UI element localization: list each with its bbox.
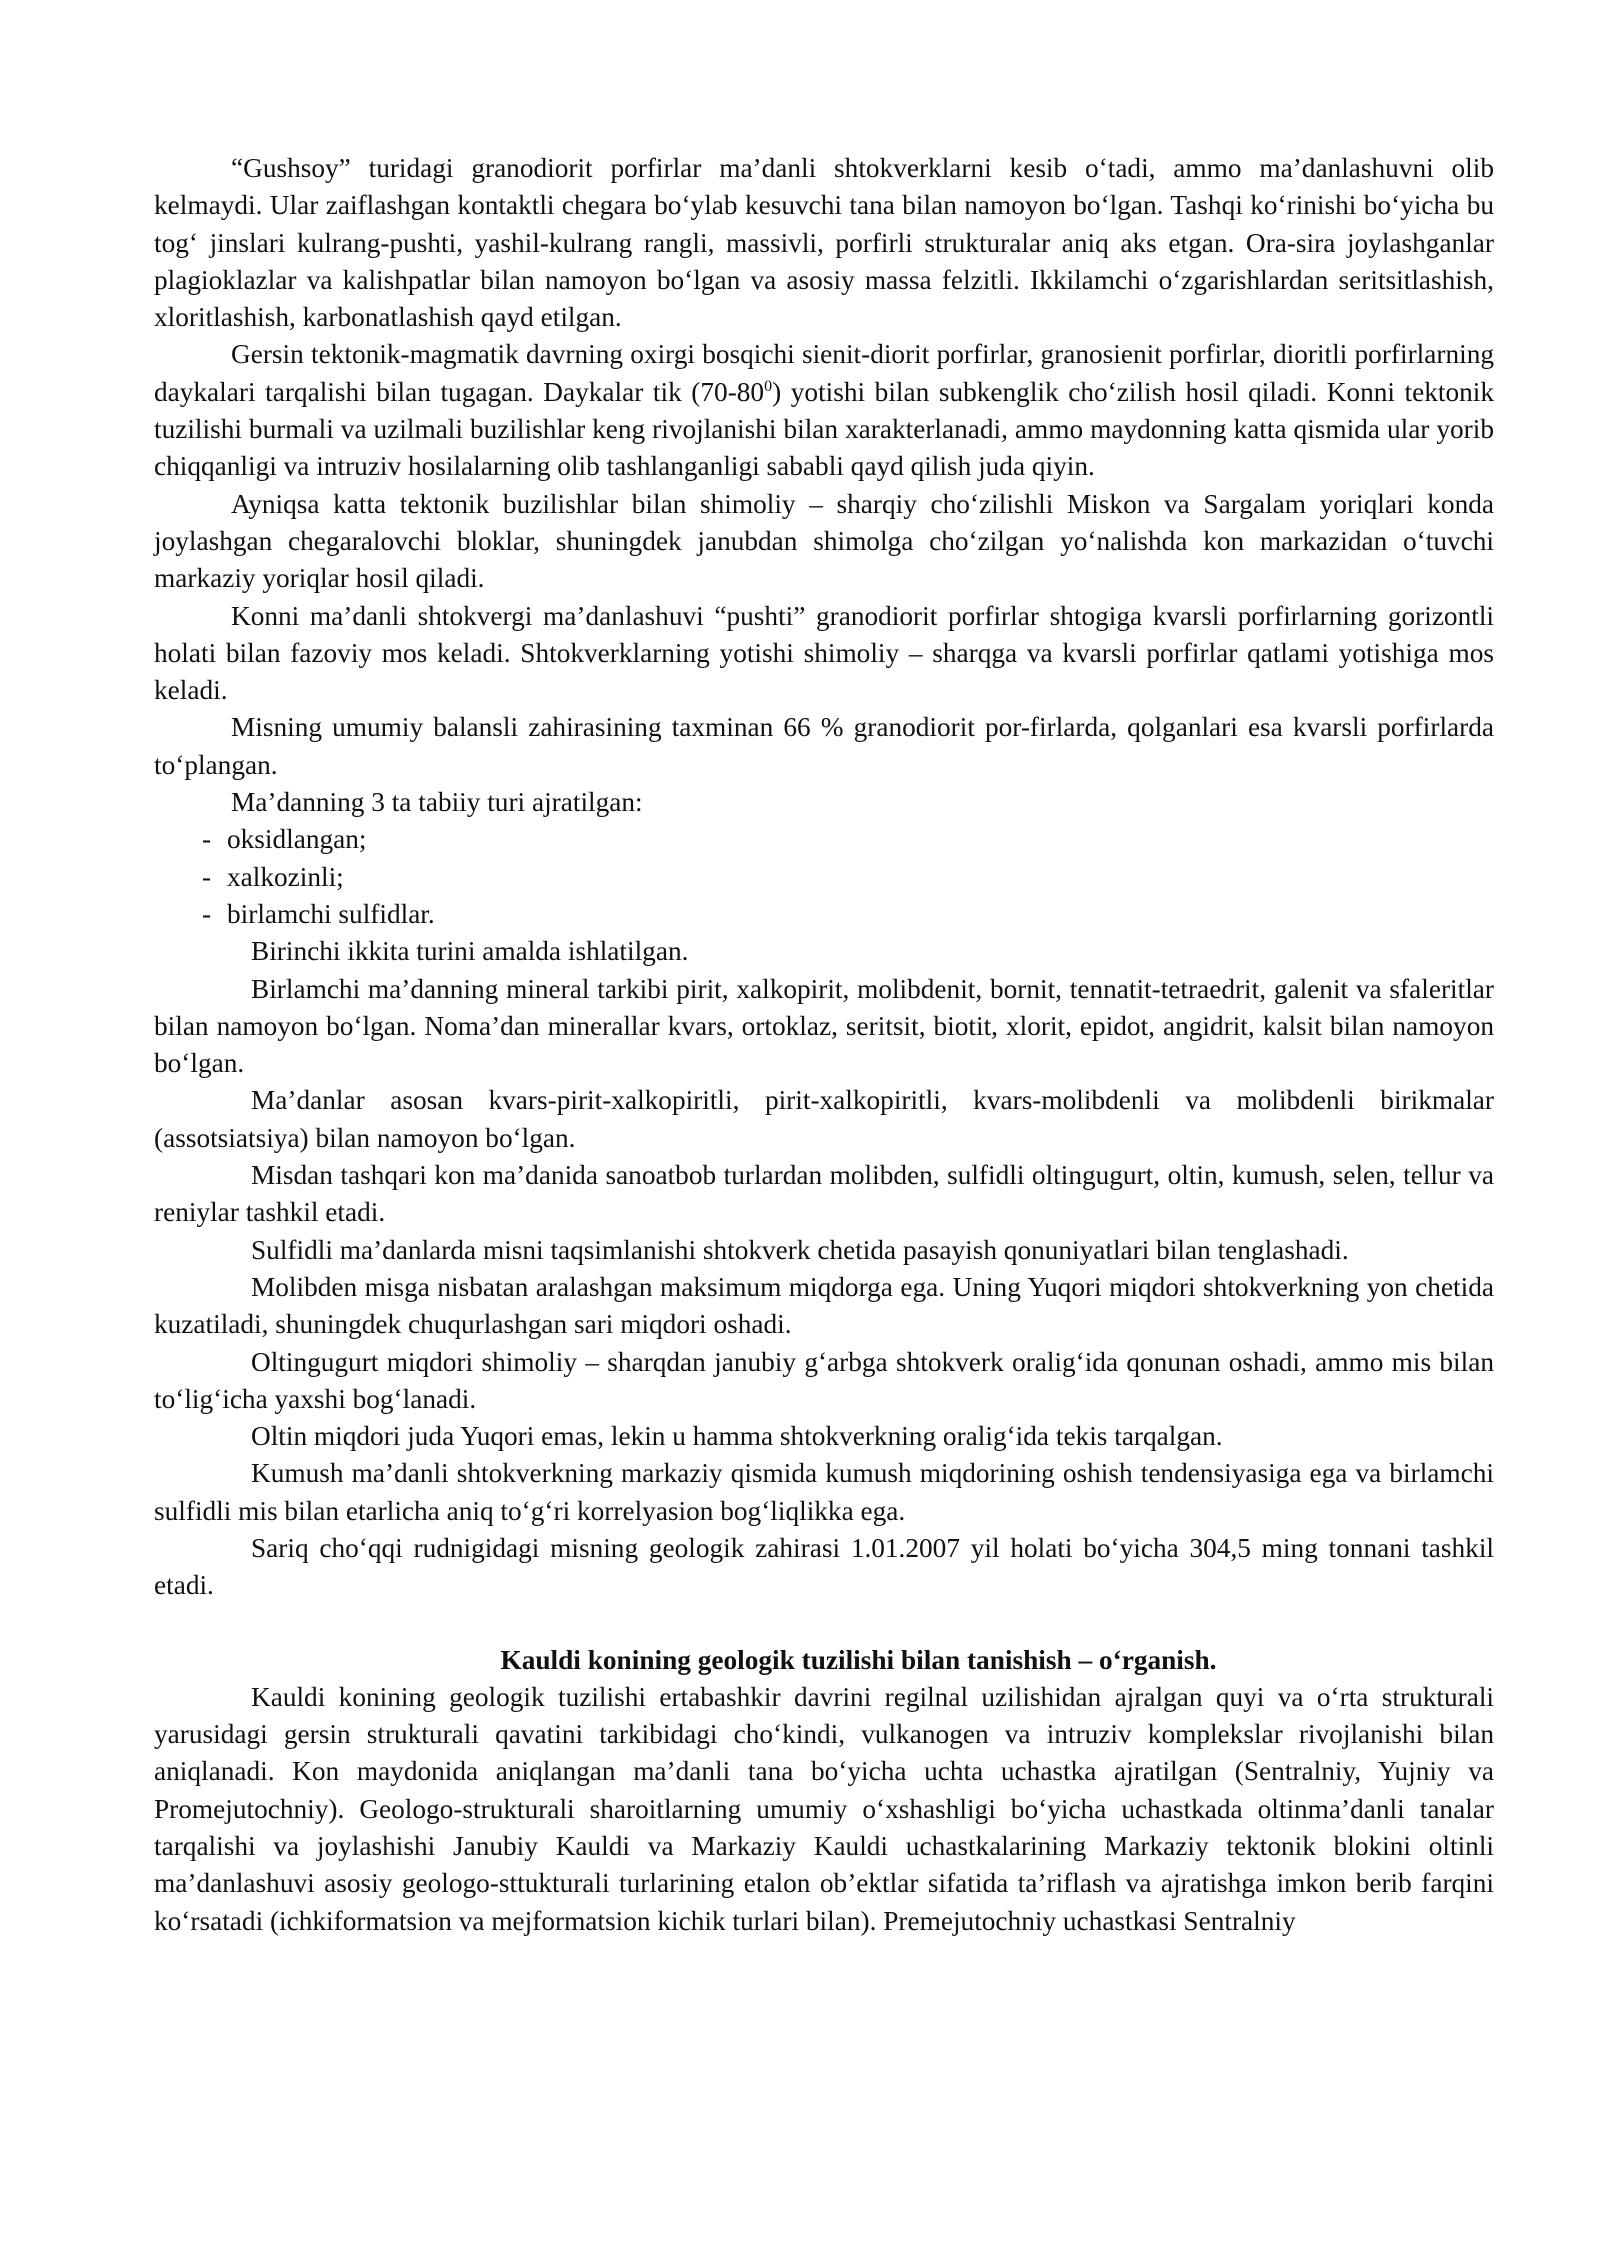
list-item xyxy=(154,859,1494,896)
paragraph-industrial-components: Misdan tashqari kon ma’danida sanoatbob turlardan molibden, sulfidli oltingugurt, oltin, kumush, selen, tellur va reniylar tashkil etadi. xyxy=(154,1160,1494,1228)
list-dash: - xyxy=(202,861,212,892)
degree-superscript: 0 xyxy=(764,377,773,395)
ore-types-list xyxy=(154,821,1494,933)
paragraph-faults: Ayniqsa katta tektonik buzilishlar bilan shimoliy – sharqiy cho‘zilishli Miskon va Sargalam yoriqlari konda joylashgan chegaralovchi bloklar, shuningdek janubdan shimolga cho‘zilgan yo‘nalishda kon markazidan o‘tuvchi markaziy yoriqlar hosil qiladi. xyxy=(154,488,1494,594)
paragraph-dykes-part-1: Gersin tektonik-magmatik davrning oxirgi bosqichi sienit-diorit porfirlar, granosienit porfirlar, dioritli porfirlarning daykalari tarqalishi bilan tugagan. Daykalar tik (70-80 xyxy=(154,339,1494,407)
paragraph-dykes xyxy=(154,336,1494,485)
paragraph-geological-reserve: Sariq cho‘qqi rudnigidagi misning geologik zahirasi 1.01.2007 yil holati bo‘yicha 304,5 ming tonnani tashkil etadi. xyxy=(154,1532,1494,1601)
paragraph-sulfide-distribution: Sulfidli ma’danlarda misni taqsimlanishi shtokverk chetida pasayish qonuniyatlari bilan tenglashadi. xyxy=(251,1234,1349,1265)
list-dash: - xyxy=(202,824,212,855)
section-heading: Kauldi konining geologik tuzilishi bilan tanishish – o‘rganish. xyxy=(500,1644,1217,1675)
list-item-text: birlamchi sulfidlar. xyxy=(227,898,435,929)
paragraph-copper-reserve: Misning umumiy balansli zahirasining taxminan 66 % granodiorit por-firlarda, qolganlari esa kvarsli porfirlarda to‘plangan. xyxy=(154,712,1494,780)
paragraph-ore-types-intro: Ma’danning 3 ta tabiiy turi ajratilgan: xyxy=(231,787,643,818)
paragraph-stockwork: Konni ma’danli shtokvergi ma’danlashuvi “pushti” granodiorit porfirlar shtogiga kvarsli porfirlarning gorizontli holati bilan fazoviy mos keladi. Shtokverklarning yotishi shimoliy – sharqga va kvarsli porfirlar qatlami yotishiga mos keladi. xyxy=(154,600,1494,706)
paragraph-first-two-types: Birinchi ikkita turini amalda ishlatilgan. xyxy=(251,936,689,967)
paragraph-sulfur: Oltingugurt miqdori shimoliy – sharqdan janubiy g‘arbga shtokverk oralig‘ida qonunan oshadi, ammo mis bilan to‘lig‘icha yaxshi bog‘lanadi. xyxy=(154,1346,1494,1414)
list-item-text: xalkozinli; xyxy=(227,861,344,892)
paragraph-ore-associations: Ma’danlar asosan kvars-pirit-xalkopiritli, pirit-xalkopiritli, kvars-molibdenli va molibdenli birikmalar (assotsiatsiya) bilan namoyon bo‘lgan. xyxy=(154,1085,1494,1153)
paragraph-kauldi-geology: Kauldi konining geologik tuzilishi ertabashkir davrini regilnal uzilishidan ajralgan quyi va o‘rta strukturali yarusidagi gersin strukturali qavatini tarkibidagi cho‘kindi, vulkanogen va intruziv komplekslar rivojlanishi bilan aniqlanadi. Kon maydonida aniqlangan ma’danli tana bo‘yicha uchta uchastka ajratilgan (Sentralniy, Yujniy va Promejutochniy). Geologo-strukturali sharoitlarning umumiy o‘xshashligi bo‘yicha uchastkada oltinma’danli tanalar tarqalishi va joylashishi Janubiy Kauldi va Markaziy Kauldi uchastkalarining Markaziy tektonik blokini oltinli ma’danlashuvi asosiy geologo-sttukturali turlarining etalon ob’ektlar sifatida ta’riflash va ajratishga imkon berib farqini ko‘rsatadi (ichkiformatsion va mejformatsion kichik turlari bilan). Premejutochniy uchastkasi Sentralniy xyxy=(154,1681,1494,1936)
list-dash: - xyxy=(202,898,212,929)
list-item xyxy=(154,821,1494,858)
list-item xyxy=(154,896,1494,933)
paragraph-silver: Kumush ma’danli shtokverkning markaziy qismida kumush miqdorining oshish tendensiyasiga ega va birlamchi sulfidli mis bilan etarlicha aniq to‘g‘ri korrelyasion bog‘liqlikka ega. xyxy=(154,1458,1494,1526)
paragraph-gold: Oltin miqdori juda Yuqori emas, lekin u hamma shtokverkning oralig‘ida tekis tarqalgan. xyxy=(251,1421,1223,1452)
document-page xyxy=(154,150,1494,1940)
list-item-text: oksidlangan; xyxy=(227,824,367,855)
paragraph-mineral-composition: Birlamchi ma’danning mineral tarkibi pirit, xalkopirit, molibdenit, bornit, tennatit-tetraedrit, galenit va sfaleritlar bilan namoyon bo‘lgan. Noma’dan minerallar kvars, ortoklaz, seritsit, biotit, xlorit, epidot, angidrit, kalsit bilan namoyon bo‘lgan. xyxy=(154,973,1494,1079)
paragraph-dykes-part-2: ) yotishi bilan subkenglik cho‘zilish hosil qiladi. Konni tektonik tuzilishi burmali va uzilmali buzilishlar keng rivojlanishi bilan xarakterlanadi, ammo maydonning katta qismida ular yorib chiqqanligi va intruziv hosilalarning olib tashlanganligi sababli qayd qilish juda qiyin. xyxy=(154,376,1494,482)
paragraph-gushsoy: “Gushsoy” turidagi granodiorit porfirlar ma’danli shtokverklarni kesib o‘tadi, ammo ma’danlashuvni olib kelmaydi. Ular zaiflashgan kontaktli chegara bo‘ylab kesuvchi tana bilan namoyon bo‘lgan. Tashqi ko‘rinishi bo‘yicha bu tog‘ jinslari kulrang-pushti, yashil-kulrang rangli, massivli, porfirli strukturalar aniq aks etgan. Ora-sira joylashganlar plagioklazlar va kalishpatlar bilan namoyon bo‘lgan va asosiy massa felzitli. Ikkilamchi o‘zgarishlardan seritsitlashish, xloritlashish, karbonatlashish qayd etilgan. xyxy=(154,153,1494,333)
paragraph-molybdenum: Molibden misga nisbatan aralashgan maksimum miqdorga ega. Uning Yuqori miqdori shtokverkning yon chetida kuzatiladi, shuningdek chuqurlashgan sari miqdori oshadi. xyxy=(154,1271,1494,1340)
